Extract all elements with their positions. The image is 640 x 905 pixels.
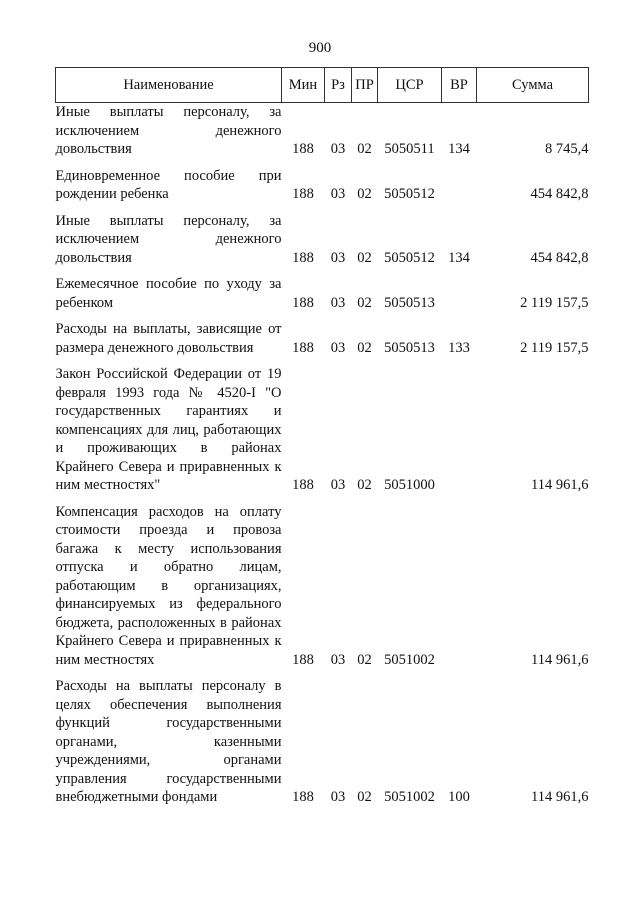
row-pr: 02 [357,249,372,266]
row-sum: 454 842,8 [530,249,589,266]
table-row [56,677,589,815]
row-min: 188 [292,186,314,202]
row-sum: 2 119 157,5 [520,339,589,356]
row-csr: 5050512 [384,186,435,202]
row-vr [442,167,477,212]
page-number: 900 [308,40,332,56]
row-csr: 5050513 [384,339,435,356]
row-sum: 8 745,4 [545,141,589,157]
row-pr: 02 [357,651,372,668]
row-csr: 5051002 [384,789,435,805]
table-row [56,365,589,503]
table-header-row [56,68,589,103]
row-rz: 03 [330,141,346,157]
row-sum: 454 842,8 [530,186,589,202]
row-min: 188 [292,249,314,266]
budget-table [55,67,589,815]
header-rz: Рз [325,68,352,103]
header-pr: ПР [352,68,378,103]
row-pr: 02 [357,141,372,157]
header-vr: ВР [442,68,477,103]
row-name: Расходы на выплаты персоналу в целях обеспечения выполнения функций государственными органами, казенными учреждениями, органами управления государственными внебюджетными фондами [55,678,282,805]
row-csr: 5050511 [384,141,435,157]
row-pr: 02 [357,186,372,202]
row-rz: 03 [330,651,346,668]
row-csr: 5050513 [384,294,435,311]
table-row [56,503,589,678]
row-sum: 114 961,6 [531,651,589,668]
table-row [56,167,589,212]
row-vr [442,365,477,503]
row-min: 188 [292,789,314,805]
row-min: 188 [292,141,314,157]
row-name: Закон Российской Федерации от 19 февраля 1993 года № 4520-I "О государственных гарантиях и компенсациях для лиц, работающих и проживающих в районах Крайнего Севера и приравненных к ним местностях" [55,366,282,493]
header-min: Мин [282,68,325,103]
row-name: Иные выплаты персоналу, за исключением денежного довольствия [55,104,282,157]
row-min: 188 [292,477,314,493]
table-row [56,103,589,167]
header-name: Наименование [56,68,282,103]
table-row [56,320,589,365]
row-name: Ежемесячное пособие по уходу за ребенком [55,276,282,311]
row-csr: 5050512 [384,249,435,266]
row-vr [442,275,477,320]
row-pr: 02 [357,477,372,493]
row-pr: 02 [357,339,372,356]
row-csr: 5051000 [384,477,435,493]
row-vr: 133 [448,339,470,356]
row-sum: 114 961,6 [531,477,589,493]
header-csr: ЦСР [378,68,442,103]
header-sum: Сумма [477,68,589,103]
row-rz: 03 [330,477,346,493]
row-name: Иные выплаты персоналу, за исключением денежного довольствия [55,212,282,266]
row-sum: 114 961,6 [531,789,589,805]
row-name: Расходы на выплаты, зависящие от размера денежного довольствия [55,321,282,356]
row-name: Компенсация расходов на оплату стоимости проезда и провоза багажа к месту использования отпуска и обратно лицам, работающим в организациях, финансируемых из федерального бюджета, расположенных в районах Крайнего Севера и приравненных к ним местностях [55,503,282,668]
row-min: 188 [292,339,314,356]
row-pr: 02 [357,294,372,311]
row-rz: 03 [330,186,346,202]
row-rz: 03 [330,339,346,356]
row-vr: 100 [448,789,470,805]
row-min: 188 [292,294,314,311]
row-vr: 134 [448,249,470,266]
row-name: Единовременное пособие при рождении ребенка [55,167,282,202]
row-rz: 03 [330,294,346,311]
row-vr: 134 [448,141,470,157]
table-row [56,212,589,276]
row-min: 188 [292,651,314,668]
row-pr: 02 [357,789,372,805]
row-sum: 2 119 157,5 [520,294,589,311]
table-row [56,275,589,320]
row-rz: 03 [330,249,346,266]
row-rz: 03 [330,789,346,805]
row-csr: 5051002 [384,651,435,668]
row-vr [442,503,477,678]
